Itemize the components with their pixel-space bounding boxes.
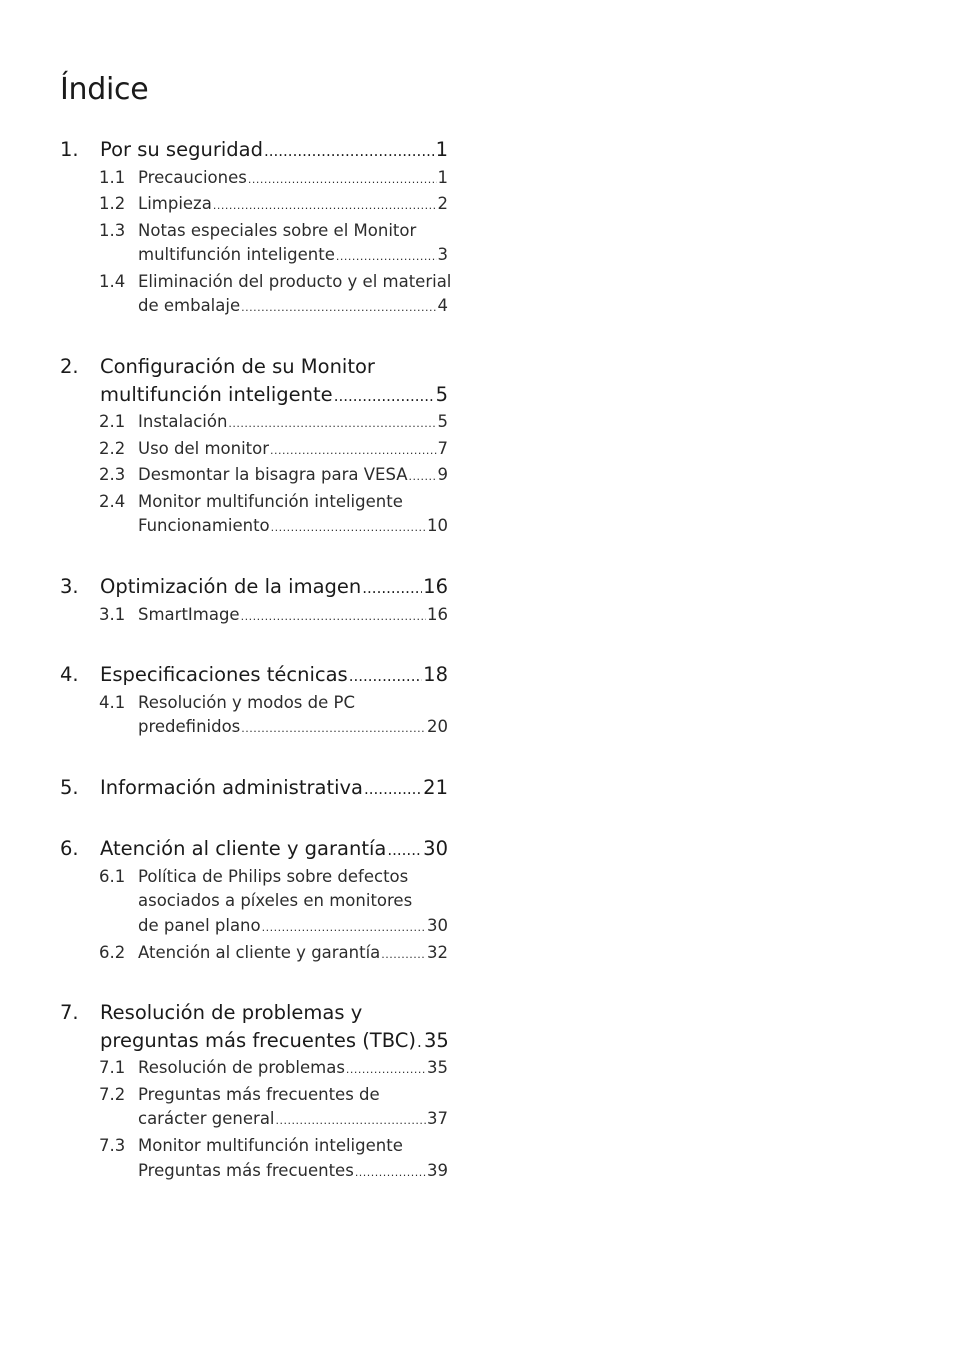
entry-title: Especificaciones técnicas	[100, 663, 348, 687]
dot-leader	[362, 575, 422, 603]
toc-section	[60, 353, 448, 541]
page-number: 5	[435, 382, 448, 406]
page-number: 37	[427, 1109, 448, 1129]
entry-number: 3.1	[99, 604, 126, 624]
dot-leader	[276, 1109, 426, 1134]
toc-subsection-entry[interactable]	[60, 941, 448, 968]
toc-entry-line	[60, 437, 448, 464]
dot-leader	[264, 138, 435, 166]
dot-leader	[381, 943, 426, 968]
toc-entry-line	[60, 774, 448, 804]
toc-entry-line	[60, 463, 448, 490]
entry-title: Configuración de su Monitor	[100, 355, 375, 379]
toc-entry-line	[60, 270, 452, 295]
dot-leader	[271, 516, 426, 541]
toc-entry-line	[60, 514, 448, 541]
toc-entry-line	[60, 715, 448, 742]
entry-title: Resolución y modos de PC	[138, 692, 355, 712]
toc-section-entry[interactable]	[60, 353, 448, 410]
toc-entry-line	[60, 136, 448, 166]
dot-leader	[241, 296, 436, 321]
toc-subsection-entry[interactable]	[60, 603, 448, 630]
entry-title: Limpieza	[138, 194, 212, 214]
toc-entry-line	[60, 219, 448, 244]
toc-entry-line	[60, 573, 448, 603]
page-number: 2	[437, 194, 448, 214]
dot-leader	[409, 465, 437, 490]
toc-entry-line	[60, 999, 448, 1027]
page-number: 30	[423, 837, 448, 861]
entry-number: 1.4	[99, 271, 126, 291]
entry-number: 2.4	[99, 491, 126, 511]
page-number: 20	[427, 717, 448, 737]
page-title: Índice	[60, 72, 149, 107]
entry-number: 5.	[60, 775, 79, 799]
entry-title: Atención al cliente y garantía	[100, 837, 387, 861]
dot-leader	[228, 412, 436, 437]
page-number: 35	[423, 1028, 449, 1052]
toc-section	[60, 136, 452, 321]
entry-title: Desmontar la bisagra para VESA	[138, 465, 408, 485]
entry-number: 6.	[60, 837, 79, 861]
entry-title: carácter general	[138, 1109, 275, 1129]
toc-section-entry[interactable]	[60, 835, 448, 865]
toc-section	[60, 774, 448, 804]
toc-subsection-entry[interactable]	[60, 437, 448, 464]
entry-number: 1.1	[99, 167, 126, 187]
entry-number: 7.2	[99, 1084, 126, 1104]
toc-entry-line	[60, 1159, 448, 1186]
entry-title: preguntas más frecuentes (TBC)	[100, 1028, 416, 1052]
page-number: 16	[423, 575, 448, 599]
dot-leader	[241, 605, 426, 630]
page-number: 3	[437, 245, 448, 265]
dot-leader	[355, 1161, 426, 1186]
entry-title: Funcionamiento	[138, 516, 270, 536]
table-of-contents	[60, 136, 452, 1217]
toc-entry-line	[60, 353, 448, 381]
dot-leader	[241, 717, 426, 742]
toc-entry-line	[60, 1134, 448, 1159]
toc-subsection-entry[interactable]	[60, 865, 448, 941]
toc-entry-line	[60, 865, 448, 890]
entry-number: 2.1	[99, 412, 126, 432]
toc-entry-line	[60, 243, 448, 270]
entry-number: 1.3	[99, 220, 126, 240]
page-number: 18	[423, 663, 448, 687]
entry-title: SmartImage	[138, 604, 240, 624]
toc-entry-line	[60, 294, 448, 321]
toc-subsection-entry[interactable]	[60, 1056, 448, 1083]
toc-entry-line	[60, 661, 448, 691]
entry-number: 7.1	[99, 1058, 126, 1078]
toc-entry-line	[60, 941, 448, 968]
entry-number: 6.1	[99, 866, 126, 886]
entry-number: 4.	[60, 663, 79, 687]
entry-title: Eliminación del producto y el material	[138, 271, 452, 291]
dot-leader	[387, 837, 422, 865]
toc-entry-line	[60, 1027, 448, 1057]
toc-entry-line	[60, 381, 448, 411]
toc-subsection-entry[interactable]	[60, 410, 448, 437]
dot-leader	[336, 245, 437, 270]
toc-section-entry[interactable]	[60, 999, 448, 1056]
toc-section	[60, 573, 448, 629]
entry-title: de panel plano	[138, 916, 261, 935]
page-number: 5	[437, 412, 448, 432]
entry-title: asociados a píxeles en monitores	[138, 891, 413, 911]
entry-number: 6.2	[99, 942, 126, 962]
page-number: 16	[427, 604, 448, 624]
toc-entry-line	[60, 490, 448, 515]
toc-section	[60, 661, 448, 742]
entry-title: Precauciones	[138, 167, 247, 187]
entry-title: Uso del monitor	[138, 438, 270, 458]
entry-number: 2.2	[99, 438, 126, 458]
toc-entry-line	[60, 1056, 448, 1083]
entry-number: 2.3	[99, 465, 126, 485]
toc-entry-line	[60, 835, 448, 865]
page-number: 7	[437, 438, 448, 458]
toc-entry-line	[60, 889, 448, 914]
entry-title: predefinidos	[138, 717, 241, 737]
toc-subsection-entry[interactable]	[60, 219, 448, 270]
entry-title: Política de Philips sobre defectos	[138, 866, 409, 886]
entry-title: Resolución de problemas y	[100, 1001, 363, 1025]
page-number: 1	[435, 138, 448, 161]
page-number: 4	[437, 296, 448, 316]
toc-subsection-entry[interactable]	[60, 270, 452, 321]
toc-section	[60, 999, 448, 1185]
entry-title: multifunción inteligente	[100, 382, 333, 406]
entry-number: 7.	[60, 1001, 79, 1025]
toc-section-entry[interactable]	[60, 573, 448, 603]
dot-leader	[364, 776, 422, 804]
dot-leader	[262, 916, 426, 941]
toc-entry-line	[60, 603, 448, 630]
entry-number: 1.2	[99, 194, 126, 214]
page-number: 30	[427, 916, 448, 935]
dot-leader	[213, 194, 437, 219]
entry-title: Monitor multifunción inteligente	[138, 491, 403, 511]
entry-number: 2.	[60, 355, 79, 379]
toc-section-entry[interactable]	[60, 661, 448, 691]
toc-section-entry[interactable]	[60, 774, 448, 804]
toc-entry-line	[60, 192, 448, 219]
toc-subsection-entry[interactable]	[60, 691, 448, 742]
toc-entry-line	[60, 1083, 448, 1108]
page-number: 21	[423, 775, 448, 799]
dot-leader	[248, 168, 437, 193]
page-number: 1	[437, 167, 448, 187]
entry-title: Atención al cliente y garantía	[138, 942, 381, 962]
entry-number: 3.	[60, 575, 79, 599]
page-number: 10	[427, 516, 448, 536]
entry-number: 7.3	[99, 1135, 126, 1155]
entry-title: Preguntas más frecuentes	[138, 1160, 354, 1180]
dot-leader	[346, 1058, 426, 1083]
entry-title: Resolución de problemas	[138, 1058, 345, 1078]
entry-title: Preguntas más frecuentes de	[138, 1084, 380, 1104]
entry-title: Optimización de la imagen	[100, 575, 362, 599]
toc-subsection-entry[interactable]	[60, 463, 448, 490]
dot-leader	[270, 439, 436, 464]
entry-title: de embalaje	[138, 296, 241, 316]
toc-subsection-entry[interactable]	[60, 192, 448, 219]
entry-title: multifunción inteligente	[138, 245, 335, 265]
entry-title: Información administrativa	[100, 775, 363, 799]
dot-leader	[349, 663, 422, 691]
toc-subsection-entry[interactable]	[60, 490, 448, 541]
toc-section	[60, 835, 448, 967]
toc-subsection-entry[interactable]	[60, 1134, 448, 1185]
toc-entry-line	[60, 914, 448, 941]
page-number: 32	[427, 942, 448, 962]
page-number: 35	[427, 1058, 448, 1078]
toc-entry-line	[60, 691, 448, 716]
entry-title: Monitor multifunción inteligente	[138, 1135, 403, 1155]
page-number: 39	[427, 1160, 448, 1180]
toc-entry-line	[60, 410, 448, 437]
page-number: 9	[437, 465, 448, 485]
entry-title: Instalación	[138, 412, 228, 432]
toc-entry-line	[60, 166, 448, 193]
entry-number: 1.	[60, 138, 79, 161]
toc-subsection-entry[interactable]	[60, 1083, 448, 1134]
dot-leader	[417, 1029, 423, 1057]
dot-leader	[334, 383, 435, 411]
toc-entry-line	[60, 1107, 448, 1134]
entry-number: 4.1	[99, 692, 126, 712]
entry-title: Por su seguridad	[100, 138, 263, 161]
toc-subsection-entry[interactable]	[60, 166, 448, 193]
entry-title: Notas especiales sobre el Monitor	[138, 220, 417, 240]
toc-section-entry[interactable]	[60, 136, 448, 166]
